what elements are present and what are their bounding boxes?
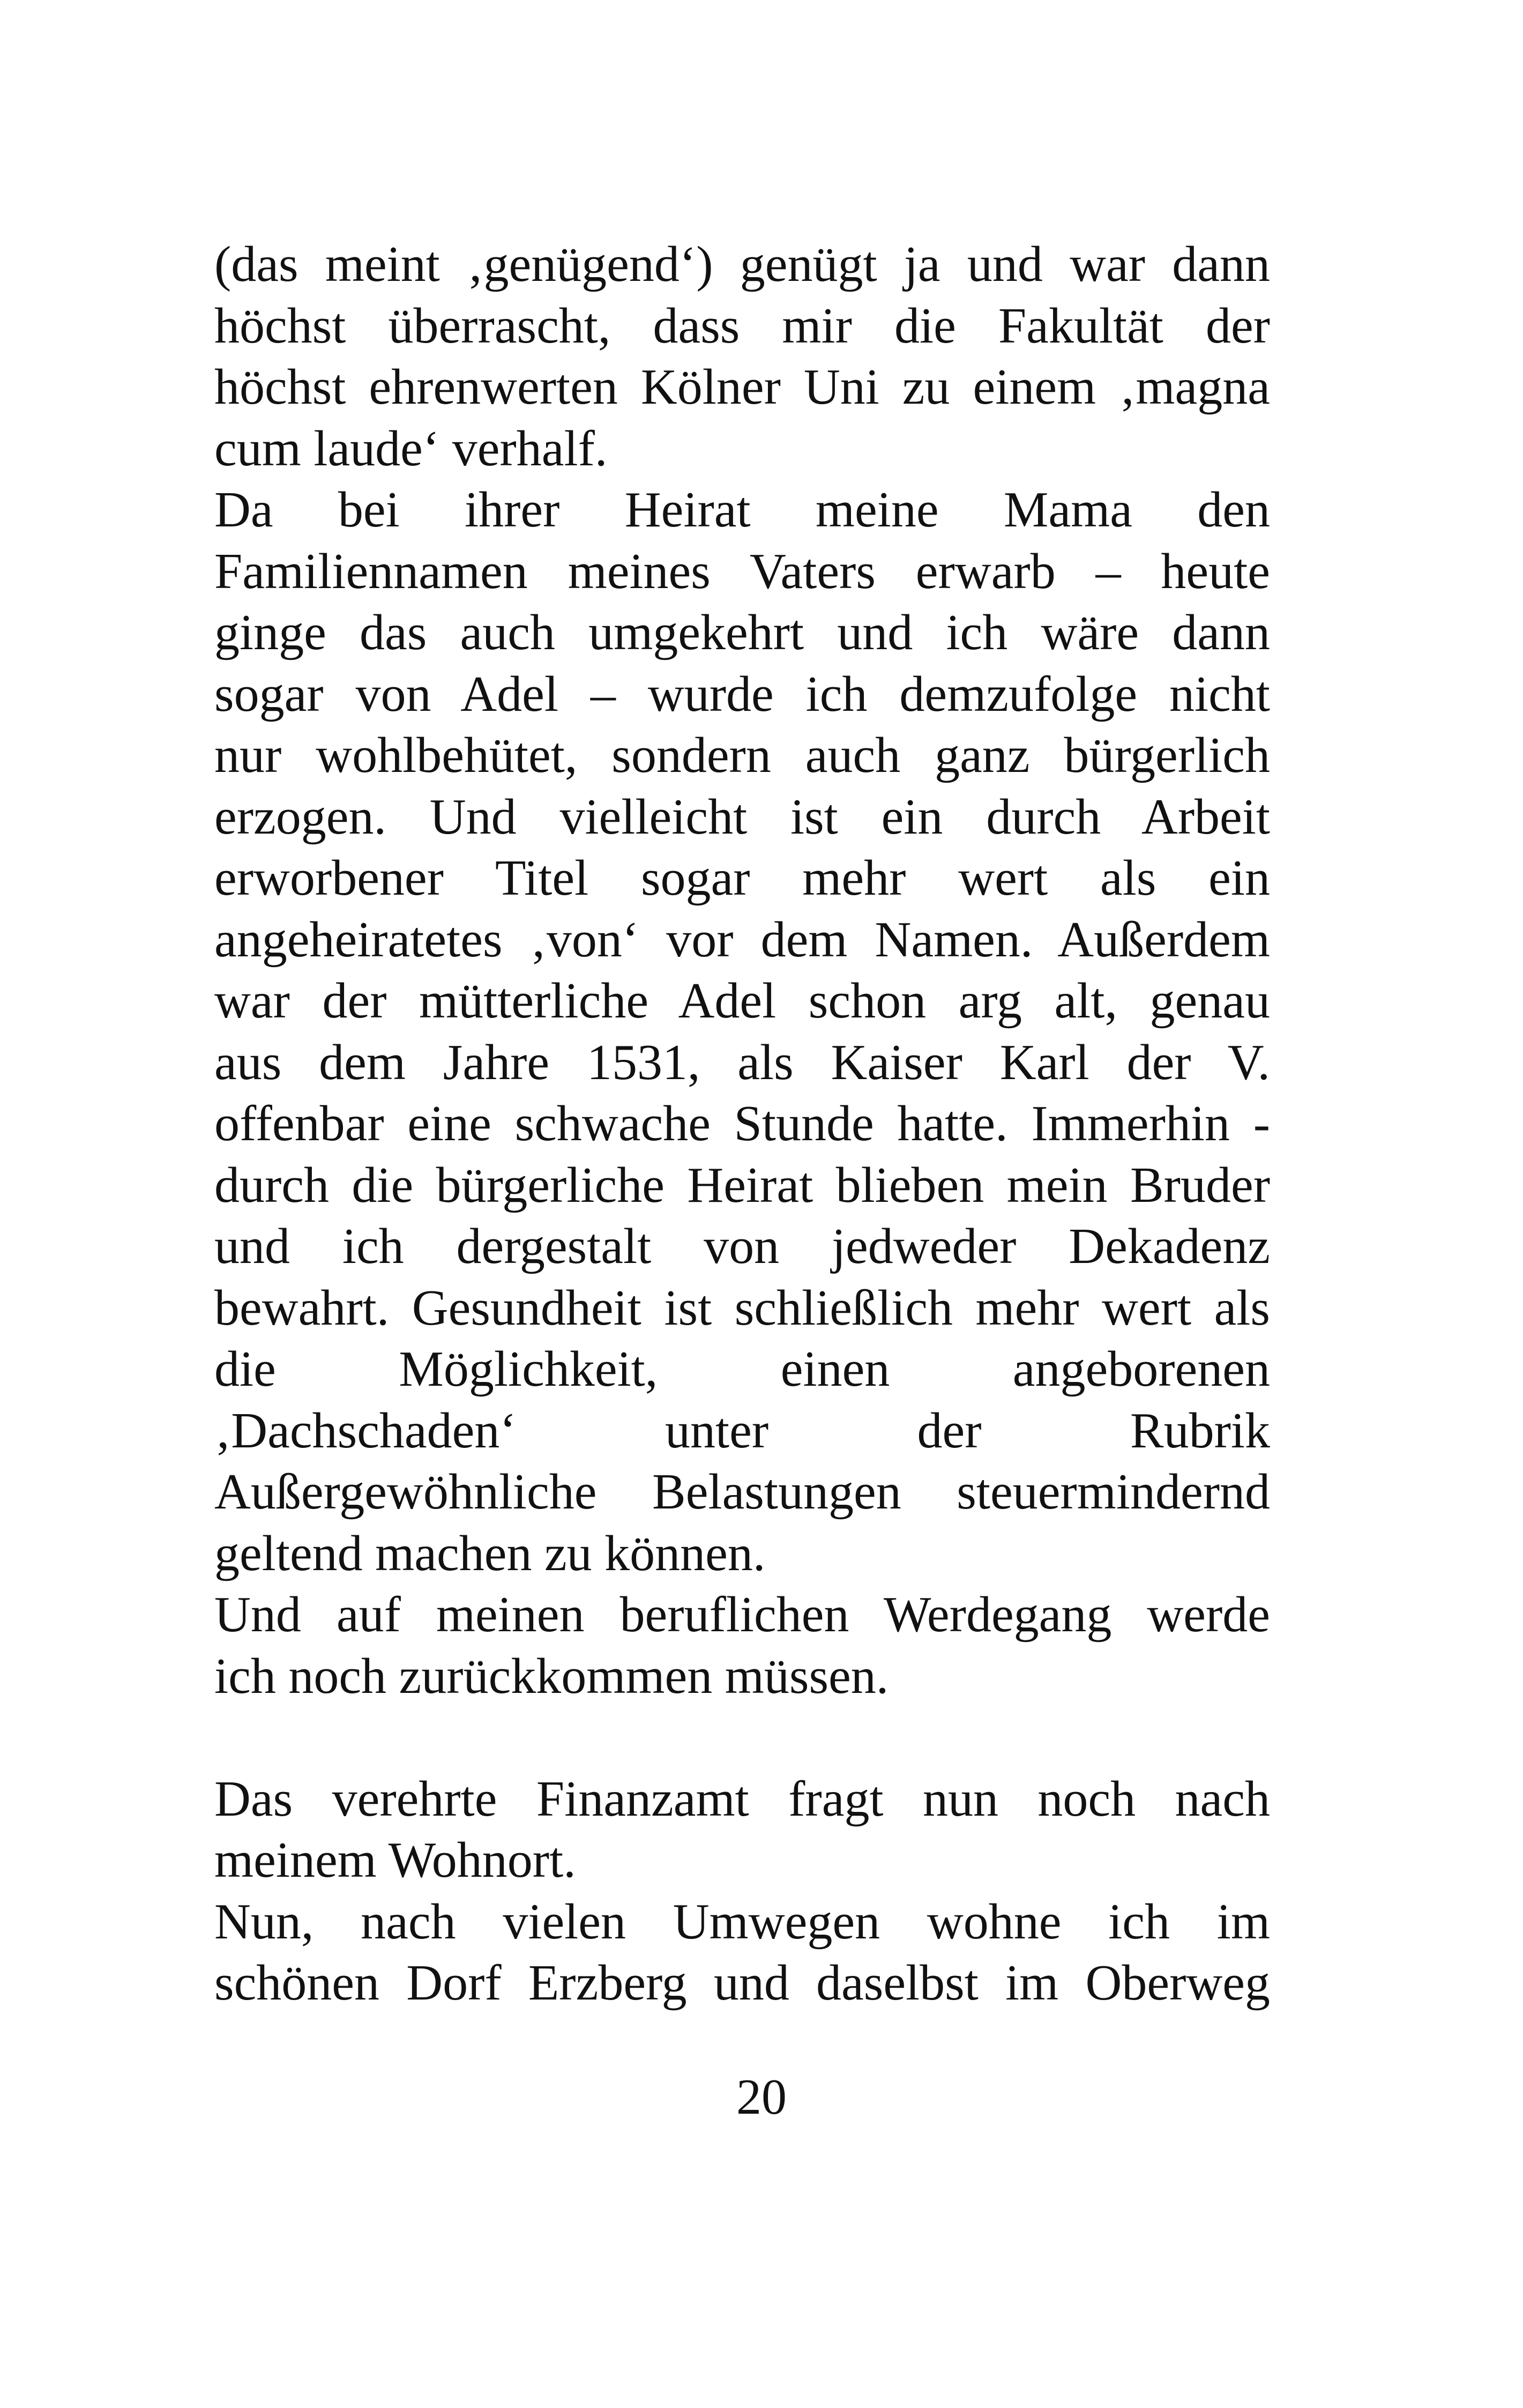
text-line: Und auf meinen beruflichen Werdegang werde bbox=[214, 1587, 1270, 1643]
text-line: offenbar eine schwache Stunde hatte. Immerhin - bbox=[214, 1096, 1270, 1151]
text-line: nur wohlbehütet, sondern auch ganz bürgerlich bbox=[214, 727, 1270, 783]
text-line: Das verehrte Finanzamt fragt nun noch nach bbox=[214, 1771, 1270, 1827]
page-number: 20 bbox=[736, 2069, 787, 2125]
text-line: durch die bürgerliche Heirat blieben mein Bruder bbox=[214, 1157, 1270, 1213]
text-line: Nun, nach vielen Umwegen wohne ich im bbox=[214, 1893, 1270, 1950]
paragraph bbox=[214, 1768, 1270, 1891]
text-line: höchst ehrenwerten Kölner Uni zu einem ‚magna bbox=[214, 359, 1270, 415]
text-line: ich noch zurückkommen müssen. bbox=[214, 1648, 889, 1704]
paragraph bbox=[214, 1584, 1270, 1707]
text-line: erworbener Titel sogar mehr wert als ein bbox=[214, 850, 1270, 906]
text-line: (das meint ‚genügend‘) genügt ja und war dann bbox=[214, 236, 1270, 292]
text-line: geltend machen zu können. bbox=[214, 1525, 766, 1581]
text-line: cum laude‘ verhalf. bbox=[214, 420, 608, 477]
paragraph bbox=[214, 1891, 1270, 2014]
text-line: sogar von Adel – wurde ich demzufolge nicht bbox=[214, 666, 1270, 722]
paragraph bbox=[214, 479, 1270, 1584]
paragraph bbox=[214, 234, 1270, 479]
text-line: bewahrt. Gesundheit ist schließlich mehr wert als bbox=[214, 1280, 1270, 1336]
text-line: die Möglichkeit, einen angeborenen bbox=[214, 1341, 1270, 1397]
text-line: angeheiratetes ‚von‘ vor dem Namen. Außerdem bbox=[214, 911, 1270, 968]
text-line: aus dem Jahre 1531, als Kaiser Karl der V. bbox=[214, 1034, 1270, 1090]
text-line: Da bei ihrer Heirat meine Mama den bbox=[214, 482, 1270, 538]
text-line: meinem Wohnort. bbox=[214, 1832, 576, 1888]
paragraph-gap bbox=[214, 1707, 1270, 1768]
text-line: und ich dergestalt von jedweder Dekadenz bbox=[214, 1218, 1270, 1274]
text-line: ginge das auch umgekehrt und ich wäre dann bbox=[214, 605, 1270, 660]
text-line: erzogen. Und vielleicht ist ein durch Arbeit bbox=[214, 789, 1270, 845]
text-line: war der mütterliche Adel schon arg alt, genau bbox=[214, 973, 1270, 1029]
text-line: Familiennamen meines Vaters erwarb – heute bbox=[214, 543, 1270, 599]
text-line: schönen Dorf Erzberg und daselbst im Oberweg bbox=[214, 1955, 1270, 2011]
body-text bbox=[214, 234, 1270, 2014]
text-line: Außergewöhnliche Belastungen steuermindernd bbox=[214, 1464, 1270, 1520]
text-line: höchst überrascht, dass mir die Fakultät der bbox=[214, 298, 1270, 354]
text-line: ‚Dachschaden‘ unter der Rubrik bbox=[214, 1402, 1270, 1459]
